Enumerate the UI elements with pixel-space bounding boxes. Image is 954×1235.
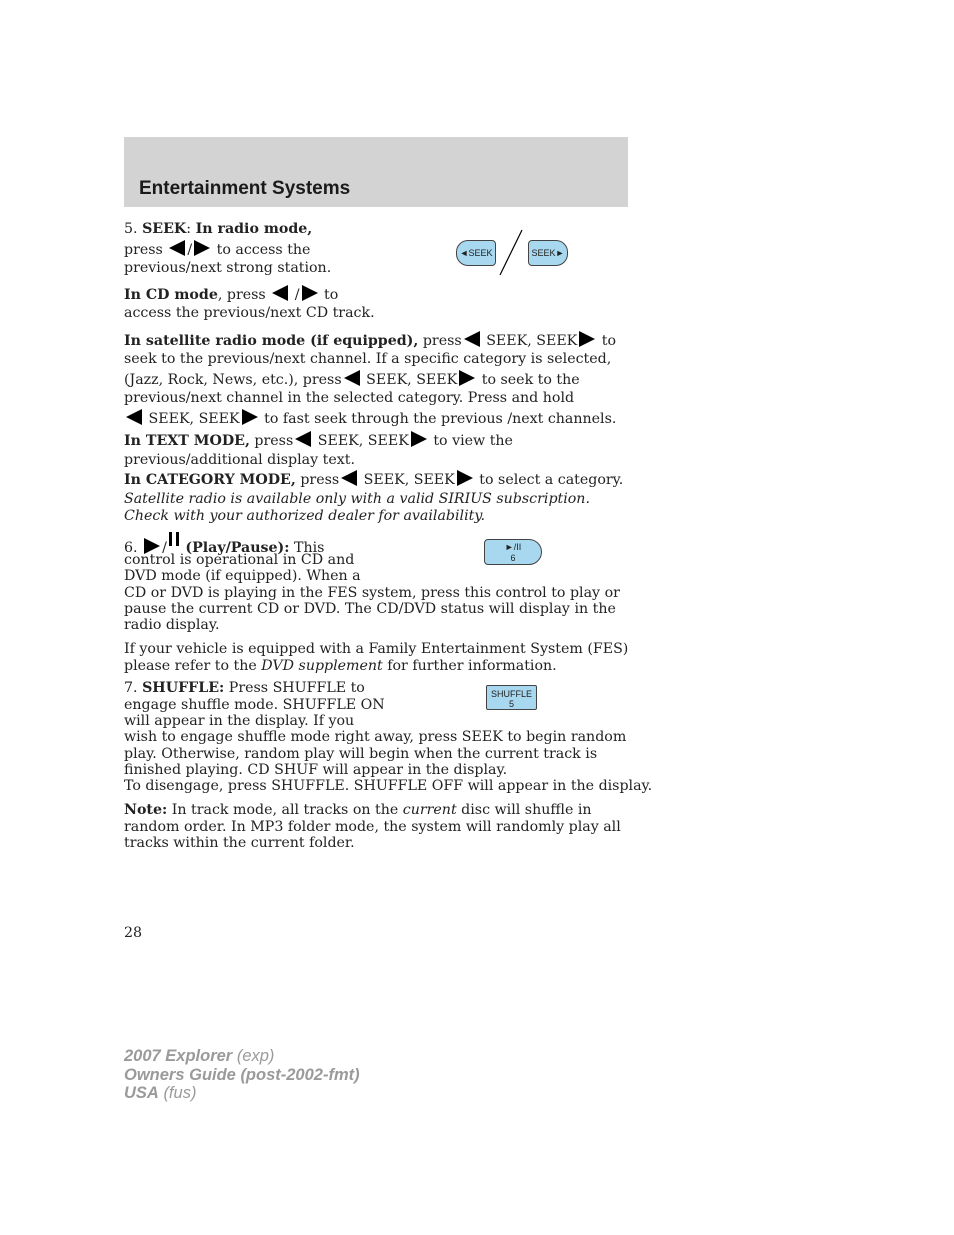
item-number: 6. <box>124 540 138 556</box>
text: SEEK, SEEK <box>363 472 455 488</box>
section-title: Entertainment Systems <box>139 178 351 199</box>
text: In track mode, all tracks on the <box>171 802 399 818</box>
seek-heading: 5. SEEK: In radio mode, <box>124 221 313 237</box>
play-heading: 6. / (Play/Pause): This <box>124 532 324 558</box>
footer-guide <box>124 1066 360 1085</box>
text: disc will shuffle in <box>461 802 592 818</box>
play-line-6: radio display. <box>124 617 220 633</box>
seek-sat-line-2: seek to the previous/next channel. If a specific category is selected, <box>124 351 612 367</box>
seek-cd-line-2: access the previous/next CD track. <box>124 305 375 321</box>
seek-text-mode-line <box>124 431 513 451</box>
seek-right-icon <box>459 370 475 386</box>
sirius-note-line-2: Check with your authorized dealer for availability. <box>124 508 485 524</box>
text: press <box>300 472 340 488</box>
seek-cd-line: In CD mode, press / to <box>124 287 339 303</box>
text: This <box>294 540 325 556</box>
seek-radio-line: press / to access the <box>124 242 311 258</box>
seek-sat-line-5 <box>124 409 616 429</box>
cd-mode-label: In CD mode <box>124 287 218 303</box>
shuffle-line-2: engage shuffle mode. SHUFFLE ON <box>124 697 385 713</box>
seek-right-icon <box>579 331 595 347</box>
item-number: 5. <box>124 221 138 237</box>
note-line-3: tracks within the current folder. <box>124 835 355 851</box>
dvd-supplement-ref: DVD supplement <box>261 658 383 674</box>
text: to <box>601 333 617 349</box>
seek-right-button-image: SEEK► <box>528 240 568 266</box>
play-pause-label: (Play/Pause): <box>185 540 290 556</box>
button-label: ►/II <box>504 542 522 552</box>
text: press <box>124 242 163 258</box>
text: (Jazz, Rock, News, etc.), press <box>124 372 342 388</box>
category-mode-label: In CATEGORY MODE, <box>124 472 296 488</box>
note-label: Note: <box>124 802 168 818</box>
text: 2007 Explorer <box>124 1047 233 1065</box>
text: to select a category. <box>479 472 624 488</box>
item-number: 7. <box>124 680 138 696</box>
sirius-note-line-1: Satellite radio is available only with a valid SIRIUS subscription. <box>124 491 590 507</box>
text: to view the <box>433 433 513 449</box>
fes-line-2 <box>124 657 557 676</box>
radio-mode-label: In radio mode, <box>195 221 313 237</box>
shuffle-line-6: finished playing. CD SHUF will appear in the display. <box>124 762 508 778</box>
text: SEEK, SEEK <box>486 333 578 349</box>
seek-right-icon <box>242 409 258 425</box>
text: SEEK, SEEK <box>366 372 458 388</box>
seek-label: SEEK <box>142 221 187 237</box>
button-label: SHUFFLE <box>490 689 532 699</box>
footer-region <box>124 1084 196 1103</box>
sat-mode-label: In satellite radio mode (if equipped), <box>124 333 419 349</box>
text: for further information. <box>387 658 557 674</box>
play-line-4: CD or DVD is playing in the FES system, press this control to play or <box>124 585 620 601</box>
seek-text-mode-line-2: previous/additional display text. <box>124 452 355 468</box>
seek-right-icon <box>302 285 318 301</box>
text: Owners Guide (post-2002-fmt) <box>124 1066 360 1084</box>
text: SEEK, SEEK <box>148 411 240 427</box>
play-line-3: DVD mode (if equipped). When a <box>124 568 361 584</box>
text: to seek to the <box>481 372 580 388</box>
seek-left-icon <box>341 470 357 486</box>
play-pause-button-image <box>484 539 542 565</box>
button-number: 5 <box>508 699 514 709</box>
shuffle-line-3: will appear in the display. If you <box>124 713 355 729</box>
note-line-2: random order. In MP3 folder mode, the system will randomly play all <box>124 819 621 835</box>
text: please refer to the <box>124 658 257 674</box>
text: to fast seek through the previous /next channels. <box>264 411 617 427</box>
button-number: 6 <box>510 553 516 563</box>
seek-right-icon <box>411 431 427 447</box>
seek-right-icon <box>194 240 210 256</box>
seek-left-icon <box>464 331 480 347</box>
fes-line-1: If your vehicle is equipped with a Family Entertainment System (FES) <box>124 641 629 657</box>
pause-icon <box>176 532 179 546</box>
text: (fus) <box>163 1084 197 1102</box>
shuffle-line-4: wish to engage shuffle mode right away, press SEEK to begin random <box>124 729 627 745</box>
seek-sat-line-3 <box>124 370 580 390</box>
seek-left-icon <box>295 431 311 447</box>
text: to <box>324 287 339 303</box>
seek-sat-line-4: previous/next channel in the selected category. Press and hold <box>124 390 575 406</box>
seek-right-icon <box>457 470 473 486</box>
text: press <box>422 333 462 349</box>
text: SEEK, SEEK <box>317 433 409 449</box>
shuffle-label: SHUFFLE: <box>142 680 225 696</box>
shuffle-button-image <box>486 685 537 710</box>
seek-left-icon <box>344 370 360 386</box>
seek-category-line <box>124 470 623 490</box>
slash-divider-icon <box>498 229 524 277</box>
page-number: 28 <box>124 925 143 941</box>
shuffle-line-7: To disengage, press SHUFFLE. SHUFFLE OFF will appear in the display. <box>124 778 653 794</box>
play-line-5: pause the current CD or DVD. The CD/DVD status will display in the <box>124 601 616 617</box>
text: to access the <box>216 242 311 258</box>
text: Press SHUFFLE to <box>228 680 365 696</box>
text: , press <box>217 287 266 303</box>
text: USA <box>124 1084 159 1102</box>
seek-left-icon <box>126 409 142 425</box>
emphasis: current <box>402 802 457 818</box>
seek-radio-line-2: previous/next strong station. <box>124 260 332 276</box>
shuffle-line-5: play. Otherwise, random play will begin when the current track is <box>124 746 598 762</box>
seek-sat-line-1 <box>124 331 616 351</box>
seek-left-button-image: ◄SEEK <box>456 240 496 266</box>
seek-left-icon <box>169 240 185 256</box>
text-mode-label: In TEXT MODE, <box>124 433 250 449</box>
seek-left-icon <box>272 285 288 301</box>
play-line-2: control is operational in CD and <box>124 552 355 568</box>
pause-icon <box>169 532 172 546</box>
footer-model <box>124 1047 274 1066</box>
text: press <box>254 433 294 449</box>
text: (exp) <box>236 1047 275 1065</box>
